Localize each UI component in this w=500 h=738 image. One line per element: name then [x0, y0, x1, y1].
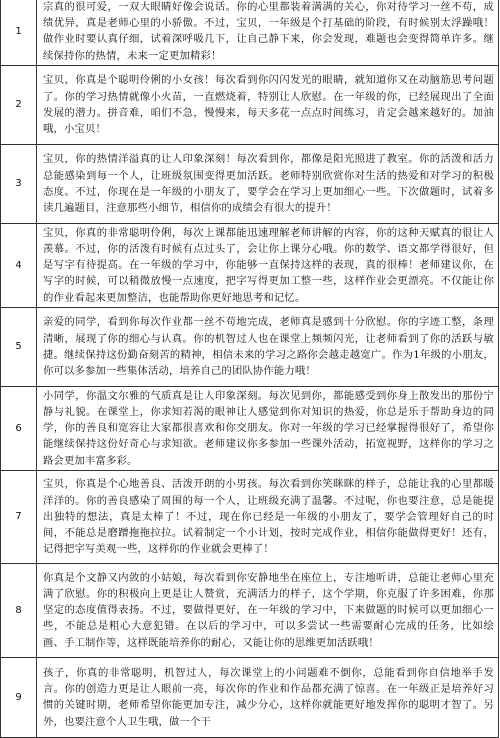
table-row — [1, 563, 499, 657]
table-row — [1, 307, 499, 386]
row-number: 3 — [1, 144, 37, 223]
row-number: 2 — [1, 65, 37, 144]
row-number: 9 — [1, 657, 37, 737]
table-row — [1, 0, 499, 65]
comment-cell: 宗真的很可爱，一双大眼睛好像会说话。你的心里都装着满满的关心，你对待学习一丝不苟，成绩优异，真是老师心里的小骄傲。不过，宝贝，一年级是个打基础的阶段，有时候别太浮躁哦！做作业时要认真仔细，试着深呼吸几下，让自己静下来，你会发现，难题也会变得简单许多。继续保持你的热情，未来一定更加精彩！ — [37, 0, 499, 65]
row-number: 8 — [1, 563, 37, 657]
comment-cell: 孩子，你真的非常聪明，机智过人，每次课堂上的小问题难不倒你，总能看到你自信地举手发言。你的创造力更是让人眼前一亮，每次你的作业和作品都充满了惊喜。在一年级正是培养好习惯的关键时期，老师希望你能更加专注，减少分心，这样你就能更好地发挥你的聪明才智了。另外，也要注意个人卫生哦，做一个干 — [37, 657, 499, 737]
comment-cell: 宝贝，你真是个聪明伶俐的小女孩！每次看到你闪闪发光的眼睛，就知道你又在动脑筋思考问题了。你的学习热情就像小火苗，一直燃烧着，特别让人欣慰。在一年级的你，已经展现出了全面发展的潜力。拼音难，咱们不急，慢慢来，每天多花一点点时间练习，肯定会越来越好的。加油哦，小宝贝！ — [37, 65, 499, 144]
table-row — [1, 386, 499, 470]
row-number: 7 — [1, 470, 37, 563]
table-row — [1, 657, 499, 737]
table-row — [1, 65, 499, 144]
comment-cell: 宝贝，你的热情洋溢真的让人印象深刻！每次看到你，都像是阳光照进了教室。你的活泼和活力总能感染到每一个人，让班级氛围变得更加活跃。老师特别欣赏你对生活的热爱和对学习的积极态度。不过，你现在是一年级的小朋友了，要学会在学习上更加细心一些。下次做题时，试着多读几遍题目，注意那些小细节，相信你的成绩会有很大的提升！ — [37, 144, 499, 223]
table-row — [1, 144, 499, 223]
row-number: 6 — [1, 386, 37, 470]
table-row — [1, 223, 499, 307]
comment-cell: 宝贝，你真的非常聪明伶俐，每次上课都能迅速理解老师讲解的内容，你的这种天赋真的很让人羡慕。不过，你的活泼有时候有点过头了，会让你上课分心哦。你的数学、语文都学得很好，但是写字有待提高。在一年级的学习中，你能够一直保持这样的表现，真的很棒！老师建议你，在写字的时候，可以稍微放慢一点速度，把字写得更加工整一些，这样作业会更漂亮。不仅能让你的作业看起来更加整洁，也能帮助你更好地思考和记忆。 — [37, 223, 499, 307]
comment-cell: 小同学，你温文尔雅的气质真是让人印象深刻。每次见到你，都能感受到你身上散发出的那份宁静与礼貌。在课堂上，你求知若渴的眼神让人感觉到你对知识的热爱，你总是乐于帮助身边的同学，你的善良和宽容让大家都很喜欢和你交朋友。你对一年级的学习已经掌握得很好了，希望你能继续保持这份好奇心与求知欲。老师建议你多参加一些课外活动，拓宽视野，这样你的学习之路会更加丰富多彩。 — [37, 386, 499, 470]
row-number: 4 — [1, 223, 37, 307]
comment-cell: 你真是个文静又内敛的小姑娘，每次看到你安静地坐在座位上，专注地听讲，总能让老师心里充满了欣慰。你的积极向上更是让人赞赏，充满活力的样子，这个学期，你克服了许多困难，你那坚定的态度值得表扬。不过，要做得更好，在一年级的学习中，下来做题的时候可以更加细心一些，不能总是粗心大意犯错。在以后的学习中，可以多尝试一些需要耐心完成的任务，比如绘画、手工制作等，这样既能培养你的耐心，又能让你的思维更加活跃哦！ — [37, 563, 499, 657]
row-number: 5 — [1, 307, 37, 386]
comment-cell: 亲爱的同学，看到你每次作业都一丝不苟地完成，老师真是感到十分欣慰。你的字迹工整，条理清晰，展现了你的细心与认真。你的机智过人也在课堂上频频闪光，让老师看到了你的活跃与敏捷。继续保持这份勤奋刻苦的精神，相信未来的学习之路你会越走越宽广。作为1年级的小朋友，你可以多参加一些集体活动，培养自己的团队协作能力哦！ — [37, 307, 499, 386]
row-number: 1 — [1, 0, 37, 65]
table-row — [1, 470, 499, 563]
comment-cell: 宝贝，你真是个心地善良、活泼开朗的小男孩。每次看到你笑眯眯的样子，总能让我的心里都暖洋洋的。你的善良感染了周围的每一个人，让班级充满了温馨。不过呢，你也要注意，总是能提出独特的想法，真是太棒了！不过，现在你已经是一年级的小朋友了，要学会管理好自己的时间，不能总是磨蹭拖拖拉拉。试着制定一个小计划，按时完成作业，相信你能做得更好！还有，记得把字写美观一些，这样你的作业就会更棒了！ — [37, 470, 499, 563]
